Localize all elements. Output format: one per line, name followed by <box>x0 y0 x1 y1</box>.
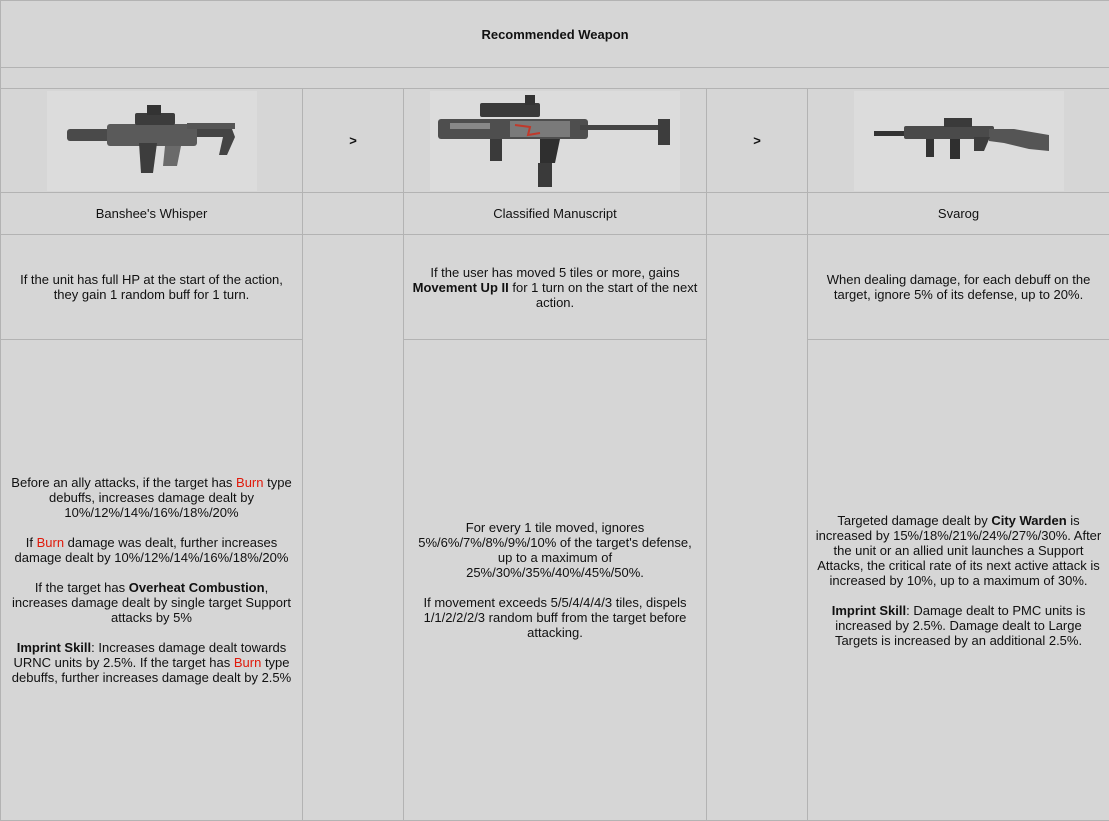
imprint-skill-paragraph <box>814 603 1103 648</box>
imprint-skill-paragraph <box>7 640 296 685</box>
skill-paragraph <box>7 580 296 625</box>
description-text: When dealing damage, for each debuff on the target, ignore 5% of its defense, up to 20%. <box>826 272 1091 302</box>
weapon-image-classified-manuscript <box>404 89 707 193</box>
paragraph-gap <box>814 588 1103 603</box>
smg-image <box>430 91 680 191</box>
weapon-name: Banshee's Whisper <box>1 193 303 235</box>
comparison-arrow-2: > <box>707 89 808 193</box>
keyword: City Warden <box>991 512 1067 528</box>
page-title: Recommended Weapon <box>1 1 1109 68</box>
keyword: Overheat Combustion <box>128 580 265 595</box>
skill-paragraph: For every 1 tile moved, ignores 5%/6%/7%/8%/9%/10% of the target's defense, up to a maximum of 25%/30%/35%/40%/45%/50%. <box>418 520 692 580</box>
skill-text: is increased by 15%/18%/21%/24%/27%/30%. After the unit or an allied unit launches a Support Attacks, the critical rate of its next active attack is increased by 10%, up to a maximum of 30%. <box>815 512 1102 588</box>
weapon-description <box>404 235 707 340</box>
empty-cell <box>707 235 808 821</box>
burn-keyword: Burn <box>236 475 264 490</box>
description-text: If the unit has full HP at the start of the action, they gain 1 random buff for 1 turn. <box>20 272 283 302</box>
skill-text: type debuffs, increases damage dealt by 10%/12%/14%/16%/18%/20% <box>48 475 292 520</box>
imprint-skill-label: Imprint Skill <box>831 602 907 618</box>
rifle-image <box>854 91 1064 191</box>
description-text: for 1 turn on the start of the next action. <box>508 279 698 310</box>
skill-text: , increases damage dealt by single target Support attacks by 5% <box>12 580 291 625</box>
empty-cell <box>707 193 808 235</box>
weapon-image-svarog <box>808 89 1109 193</box>
comparison-arrow-1: > <box>303 89 404 193</box>
weapon-image-banshees-whisper <box>1 89 303 193</box>
skill-text: If <box>25 535 37 550</box>
paragraph-gap <box>7 565 296 580</box>
burn-keyword: Burn <box>233 655 262 670</box>
paragraph-gap <box>7 520 296 535</box>
weapon-description <box>1 235 303 340</box>
skill-text: : Increases damage dealt towards URNC units by 2.5%. If the target has <box>13 640 287 670</box>
weapon-name: Svarog <box>808 193 1109 235</box>
skill-text: Targeted damage dealt by <box>837 512 992 528</box>
burn-keyword: Burn <box>36 535 65 550</box>
skill-paragraph <box>7 535 296 565</box>
paragraph-gap <box>7 625 296 640</box>
skill-text: If the target has <box>34 580 129 595</box>
weapon-skill-details <box>808 340 1109 821</box>
imprint-skill-label: Imprint Skill <box>16 640 92 655</box>
skill-text: type debuffs, further increases damage dealt by 2.5% <box>11 655 292 685</box>
skill-paragraph <box>7 475 296 520</box>
skill-text: Before an ally attacks, if the target has <box>11 475 237 490</box>
skill-text: : Damage dealt to PMC units is increased by 2.5%. Damage dealt to Large Targets is increased by an additional 2.5%. <box>834 602 1086 648</box>
paragraph-gap <box>410 580 700 595</box>
weapon-skill-details <box>404 340 707 821</box>
empty-cell <box>303 193 404 235</box>
weapon-skill-details <box>1 340 303 821</box>
skill-text: damage was dealt, further increases damage dealt by 10%/12%/14%/16%/18%/20% <box>14 535 289 565</box>
spacer-row <box>1 68 1109 89</box>
skill-paragraph: If movement exceeds 5/5/4/4/4/3 tiles, dispels 1/1/2/2/2/3 random buff from the target before attacking. <box>423 595 687 640</box>
description-text: If the user has moved 5 tiles or more, gains <box>430 264 680 280</box>
buff-name: Movement Up II <box>412 279 509 295</box>
weapon-name: Classified Manuscript <box>404 193 707 235</box>
smg-image <box>47 91 257 191</box>
empty-cell <box>303 235 404 821</box>
weapon-description <box>808 235 1109 340</box>
skill-paragraph <box>814 513 1103 588</box>
